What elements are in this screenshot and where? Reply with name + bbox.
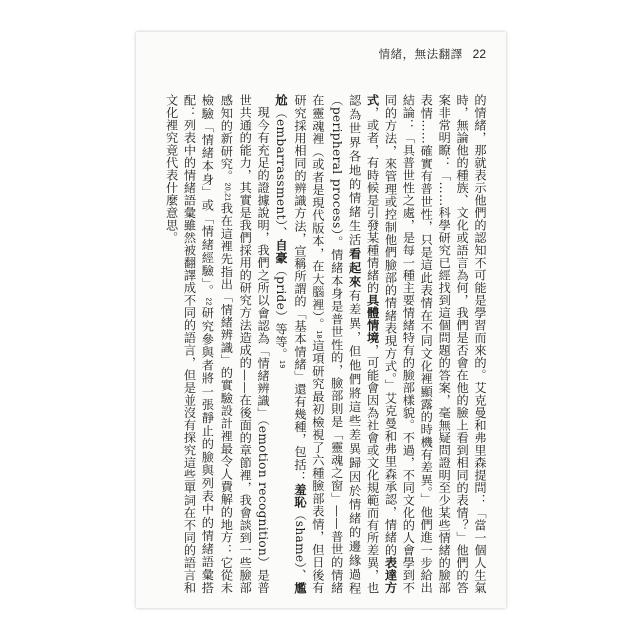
running-header xyxy=(379,46,486,62)
text-run: （shame）、 xyxy=(292,508,307,582)
text-run: 現今有充足的證據說明，我們之所以會認為「情緒辨識」（emotion recognition）是普世共通的能力，其實是我們採用的研究方法造成的——在後面的章節裡，我會談到一些臉部感知的新研究。 xyxy=(219,94,271,594)
emphasis-text: 表達方式 xyxy=(365,94,398,594)
page-number: 22 xyxy=(472,47,486,61)
paragraph-1 xyxy=(271,94,488,594)
text-run: 這項研究最初檢視了六種臉部表情，但日後有研究採用相同的辨識方法，宣稱所謂的「基本情緒」還有幾種，包括： xyxy=(292,94,325,594)
book-page xyxy=(136,32,506,608)
footnote-marker: 22 xyxy=(204,297,212,306)
footnote-marker: 19 xyxy=(278,360,286,369)
emphasis-text: 具體情境 xyxy=(365,294,380,344)
paragraph-2 xyxy=(162,94,271,594)
footnote-marker: 18 xyxy=(314,330,322,339)
text-run: 我在這裡先指出「情緒辨識」的實驗設計裡最令人費解的地方：它從未檢驗「情緒本身」或「情緒經驗」。 xyxy=(200,94,234,594)
emphasis-text: 尷尬 xyxy=(274,94,307,594)
emphasis-text: 自豪 xyxy=(274,238,289,264)
text-run: ，可能會因為社會或文化規範而有所差異，也認為世界各地的情緒生活 xyxy=(347,94,380,594)
running-title: 情緒，無法翻譯 xyxy=(378,47,463,61)
text-run: ，或者，有時候是引發某種情緒的 xyxy=(365,106,380,294)
body-text xyxy=(154,94,488,594)
text-run: （pride）等等。 xyxy=(274,263,289,361)
footnote-marker: 20,21 xyxy=(223,182,231,202)
emphasis-text: 看起來 xyxy=(347,247,362,290)
text-run: （embarrassment）、 xyxy=(274,106,289,239)
emphasis-text: 羞恥 xyxy=(292,483,307,509)
text-run: 研究參與者將一張靜止的臉與列表中的情緒語彙搭配：列表中的情緒語彙雖然被翻譯成不同的語言，但是並沒有探究這些單詞在不同的語言和文化裡究竟代表什麼意思。 xyxy=(164,94,215,594)
text-run: 的情緒，那就表示他們的認知不可能是學習而來的。艾克曼和弗里森提問：「當一個人生氣時，無論他的種族、文化或語言為何，我們是否會在他的臉上看到相同的表情？」他們的答案非常明瞭：「……科學研究已經找到這個問題的答案，毫無疑問證明至少某些情緒的臉部表情……確實有普世性，只是這此表情在不同文化裡顯露的時機有差異。」他們進一步給出結論：「具普世性之處，是每一種主要情緒特有的臉部樣貌。不過，不同文化的人會學到不同的方法，來管理或控制他們臉部的情緒表現方式。」艾克曼和弗里森承認，情緒的 xyxy=(383,94,487,594)
text-run: 有差異，但他們將這些差異歸因於情緒的邊緣過程（peripheral process）。情緒本身是普世性的，臉部則是「靈魂之窗」——普世的情緒在靈魂裡（或者是現代版本，在大腦裡）。 xyxy=(310,94,362,594)
